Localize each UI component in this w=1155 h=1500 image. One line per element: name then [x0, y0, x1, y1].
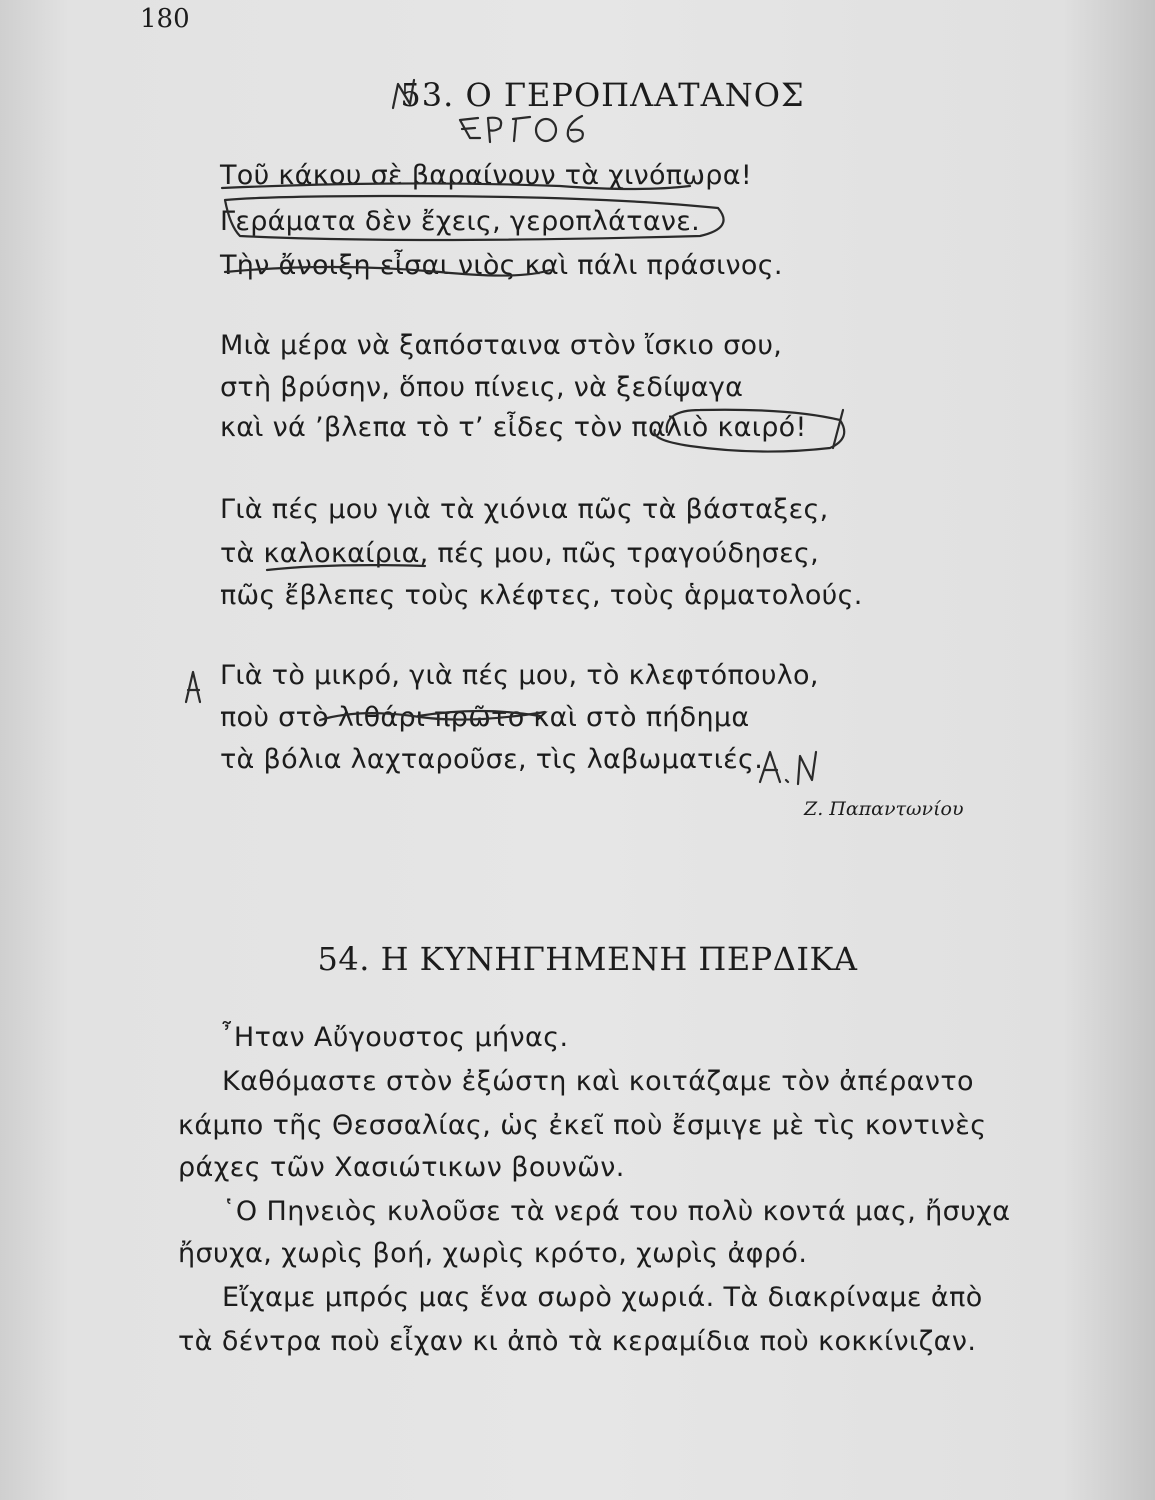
- prose-line: Εἴχαμε μπρός μας ἕνα σωρὸ χωριά. Τὰ διακρίναμε ἀπὸ: [222, 1282, 983, 1313]
- handwritten-an-end: [760, 752, 816, 784]
- verse-line: Γιὰ τὸ μικρό, γιὰ πές μου, τὸ κλεφτόπουλο,: [220, 660, 819, 691]
- prose-line: ῏Ηταν Αὔγουστος μήνας.: [220, 1022, 569, 1053]
- handwritten-n-mark: [393, 80, 414, 108]
- prose-line: κάμπο τῆς Θεσσαλίας, ὡς ἐκεῖ ποὺ ἔσμιγε μὲ τὶς κοντινὲς: [178, 1110, 987, 1141]
- verse-line: πῶς ἔβλεπες τοὺς κλέφτες, τοὺς ἁρματολούς.: [220, 580, 863, 611]
- prose-line: ῾Ο Πηνειὸς κυλοῦσε τὰ νερά του πολὺ κοντά μας, ἤσυχα: [222, 1196, 1011, 1227]
- verse-line: Γεράματα δὲν ἔχεις, γεροπλάτανε.: [220, 206, 701, 237]
- underline-third-line: [225, 267, 550, 276]
- handwritten-a-margin: [186, 672, 200, 702]
- prose-line: ἤσυχα, χωρὶς βοή, χωρὶς κρότο, χωρὶς ἀφρό.: [178, 1238, 808, 1269]
- verse-line: Τοῦ κάκου σὲ βαραίνουν τὰ χινόπωρα!: [220, 160, 752, 191]
- underline-first-line: [222, 183, 690, 189]
- verse-line: Τὴν ἄνοιξη εἶσαι νιὸς καὶ πάλι πράσινος.: [220, 250, 783, 281]
- prose-line: ράχες τῶν Χασιώτικων βουνῶν.: [178, 1152, 625, 1183]
- verse-line: στὴ βρύσην, ὅπου πίνεις, νὰ ξεδίψαγα: [220, 372, 744, 403]
- prose-title: 54. Η ΚΥΝΗΓΗΜΕΝΗ ΠΕΡΔΙΚΑ: [317, 940, 858, 978]
- page-number: 180: [140, 4, 190, 34]
- verse-line: τὰ καλοκαίρια, πές μου, πῶς τραγούδησες,: [220, 538, 820, 569]
- circle-second-line: [225, 196, 724, 240]
- verse-line: Γιὰ πές μου γιὰ τὰ χιόνια πῶς τὰ βάσταξες,: [220, 494, 829, 525]
- prose-line: Καθόμαστε στὸν ἐξώστη καὶ κοιτάζαμε τὸν ἀπέραντο: [222, 1066, 974, 1097]
- verse-line: ποὺ στὸ λιθάρι πρῶτο καὶ στὸ πήδημα: [220, 702, 750, 733]
- circle-old-times: [654, 410, 844, 452]
- poem-author: Ζ. Παπαντωνίου: [804, 798, 964, 820]
- prose-line: τὰ δέντρα ποὺ εἶχαν κι ἀπὸ τὰ κεραμίδια ποὺ κοκκίνιζαν.: [178, 1326, 977, 1357]
- underline-summers: [267, 565, 425, 570]
- handwritten-ergo-note: [460, 116, 583, 142]
- verse-line: καὶ νά ’βλεπα τὸ τ’ εἶδες τὸν παλιὸ καιρό!: [220, 412, 807, 443]
- poem-title: 53. Ο ΓΕΡΟΠΛΑΤΑΝΟΣ: [400, 76, 805, 114]
- verse-line: τὰ βόλια λαχταροῦσε, τὶς λαβωματιές.: [220, 744, 764, 775]
- verse-line: Μιὰ μέρα νὰ ξαπόσταινα στὸν ἴσκιο σου,: [220, 330, 783, 361]
